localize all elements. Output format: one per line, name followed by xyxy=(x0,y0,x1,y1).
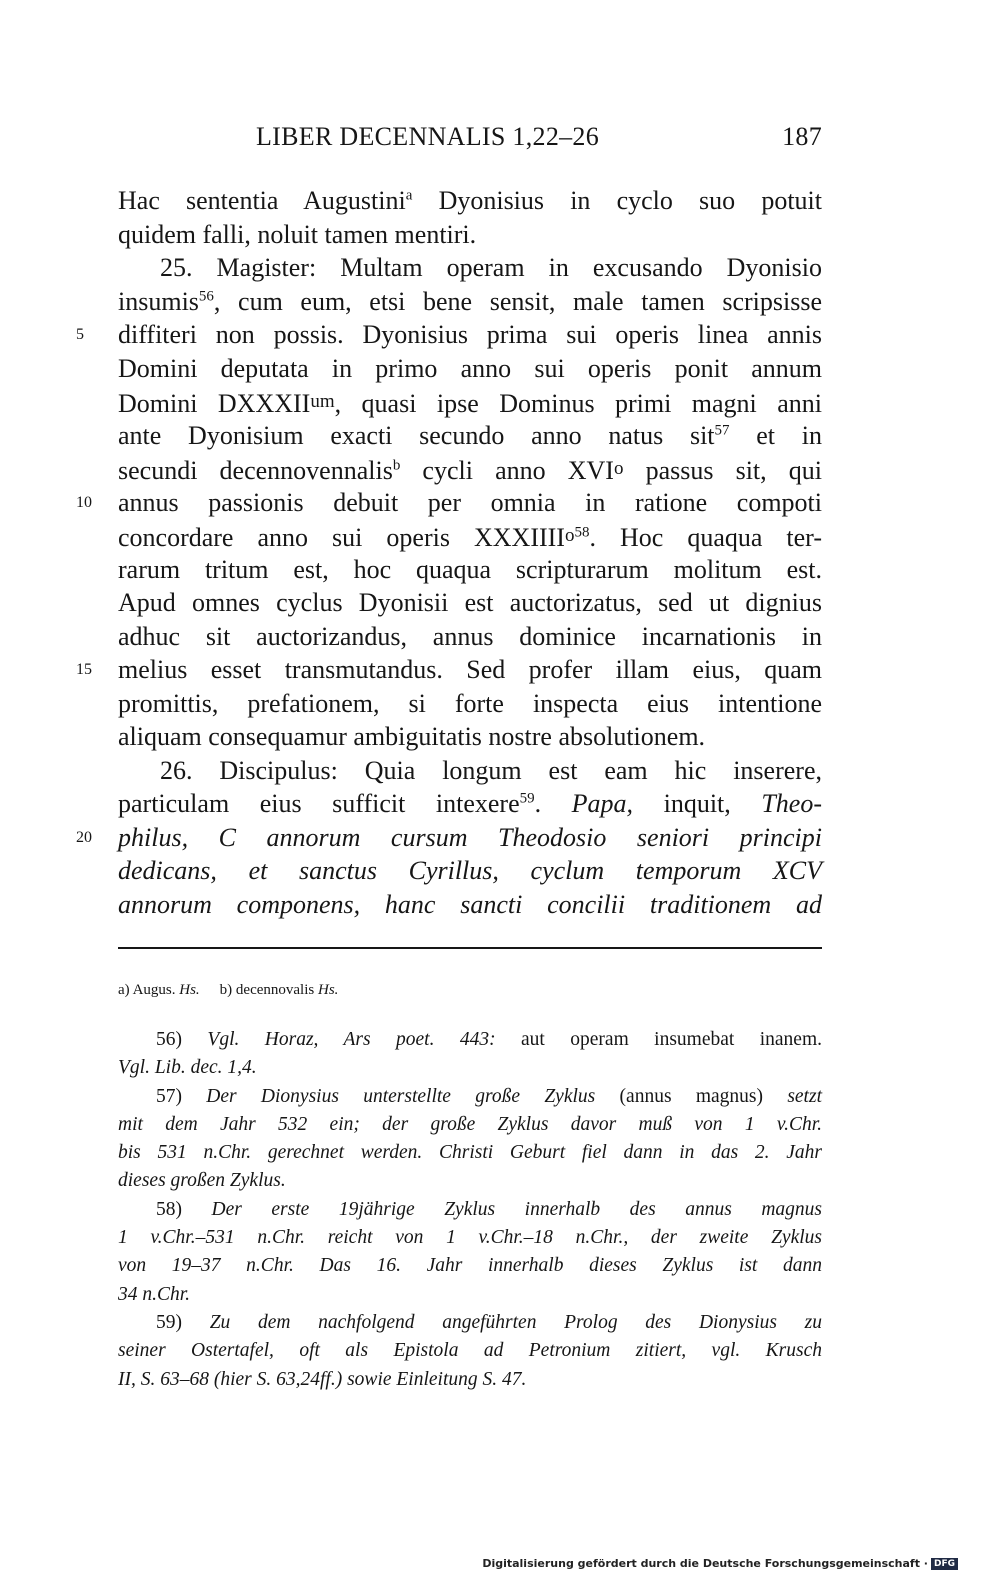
text-line: 10 annus passionis debuit per omnia in ratione compoti xyxy=(118,486,822,520)
apparatus-entry-a: a) Augus. Hs. xyxy=(118,982,200,998)
text-line: Hac sententia Augustini$^a$ Dyonisius in cyclo suo potuit xyxy=(118,186,822,215)
apparatus-marker: b xyxy=(392,457,401,474)
text-line: rarum tritum est, hoc quaqua scripturarum molitum est. xyxy=(118,554,822,584)
line-number: 5 xyxy=(76,326,84,343)
text-line: Apud omnes cyclus Dyonisii est auctorizatus, sed ut dignius xyxy=(118,588,822,617)
text-line: promittis, prefationem, si forte inspecta eius intentione xyxy=(118,688,822,718)
text-line: 15 melius esset transmutandus. Sed profer illam eius, quam xyxy=(118,653,822,687)
footnote-57: 57) Der Dionysius unterstellte große Zyklus (annus magnus) setzt mit dem Jahr 532 ein; der große Zyklus davor muß von 1 v.Chr. bis 531 n.Chr. gerechnet werden. Christi Geburt fiel dann in das 2. Jahr dieses großen Zyklus. xyxy=(118,1085,822,1192)
line-number: 10 xyxy=(76,493,92,511)
text-line: 5 diffiteri non possis. Dyonisius prima sui operis linea annis xyxy=(118,318,822,352)
running-title: LIBER DECENNALIS 1,22–26 xyxy=(256,122,600,151)
footnote-rule xyxy=(118,947,822,949)
footnote-ref: 59 xyxy=(519,790,535,807)
text-line: annorum componens, hanc sancti concilii traditionem ad xyxy=(118,889,822,919)
text-line: 26. Discipulus: Quia longum est eam hic inserere, xyxy=(160,755,822,785)
running-header xyxy=(118,122,822,158)
text-line: dedicans, et sanctus Cyrillus, cyclum temporum XCV xyxy=(118,856,822,885)
text-line: adhuc sit auctorizandus, annus dominice incarnationis in xyxy=(118,621,822,651)
text-line: aliquam consequamur ambiguitatis nostre absolutionem. xyxy=(118,722,706,751)
text-line: 20 philus, C annorum cursum Theodosio seniori principi xyxy=(118,821,822,855)
digitization-credit: Digitalisierung gefördert durch die Deutsche Forschungsgemeinschaft · DFG xyxy=(482,1557,958,1570)
footnote-ref: 58 xyxy=(574,524,590,541)
critical-apparatus xyxy=(118,982,338,999)
apparatus-entry-b: b) decennovalis Hs. xyxy=(219,982,339,998)
text-line: concordare anno sui operis XXXIIIIo$^{58}$. Hoc quaqua ter- xyxy=(118,523,822,552)
main-text xyxy=(76,184,823,921)
footnote-59: 59) Zu dem nachfolgend angeführten Prolog des Dionysius zu seiner Ostertafel, oft als Epistola ad Petronium zitiert, vgl. Krusch II, S. 63–68 (hier S. 63,24ff.) sowie Einleitung S. 47. xyxy=(118,1311,822,1390)
text-line: 25. Magister: Multam operam in excusando Dyonisio xyxy=(160,253,822,282)
text-line: Domini deputata in primo anno sui operis ponit annum xyxy=(118,353,822,383)
dfg-logo: DFG xyxy=(931,1558,958,1570)
page-number: 187 xyxy=(782,122,822,151)
footnote-ref: 57 xyxy=(714,421,730,438)
footnote-56: 56) Vgl. Horaz, Ars poet. 443: aut operam insumebat inanem. Vgl. Lib. dec. 1,4. xyxy=(118,1029,822,1079)
footnote-ref: 56 xyxy=(198,287,214,304)
text-line: insumis$^{56}$, cum eum, etsi bene sensit, male tamen scripsisse xyxy=(118,286,822,316)
text-line: particulam eius sufficit intexere$^{59}$. Papa, inquit, Theo- xyxy=(118,789,823,818)
line-number: 20 xyxy=(76,828,92,846)
text-line: ante Dyonisium exacti secundo anno natus sit$^{57}$ et in xyxy=(118,420,822,450)
footnote-58: 58) Der erste 19jährige Zyklus innerhalb des annus magnus 1 v.Chr.–531 n.Chr. reicht von 1 v.Chr.–18 n.Chr., der zweite Zyklus von 19–37 n.Chr. Das 16. Jahr innerhalb dieses Zyklus ist dann 34 n.Chr. xyxy=(118,1198,822,1305)
apparatus-marker: a xyxy=(405,187,413,204)
text-line: secundi decennovennalis$^b$ cycli anno XVIo passus sit, qui xyxy=(118,456,822,485)
line-number: 15 xyxy=(76,661,92,678)
footnotes xyxy=(118,1026,822,1394)
text-line: quidem falli, noluit tamen mentiri. xyxy=(118,219,477,249)
text-line: Domini DXXXIIum, quasi ipse Dominus primi magni anni xyxy=(118,389,823,418)
